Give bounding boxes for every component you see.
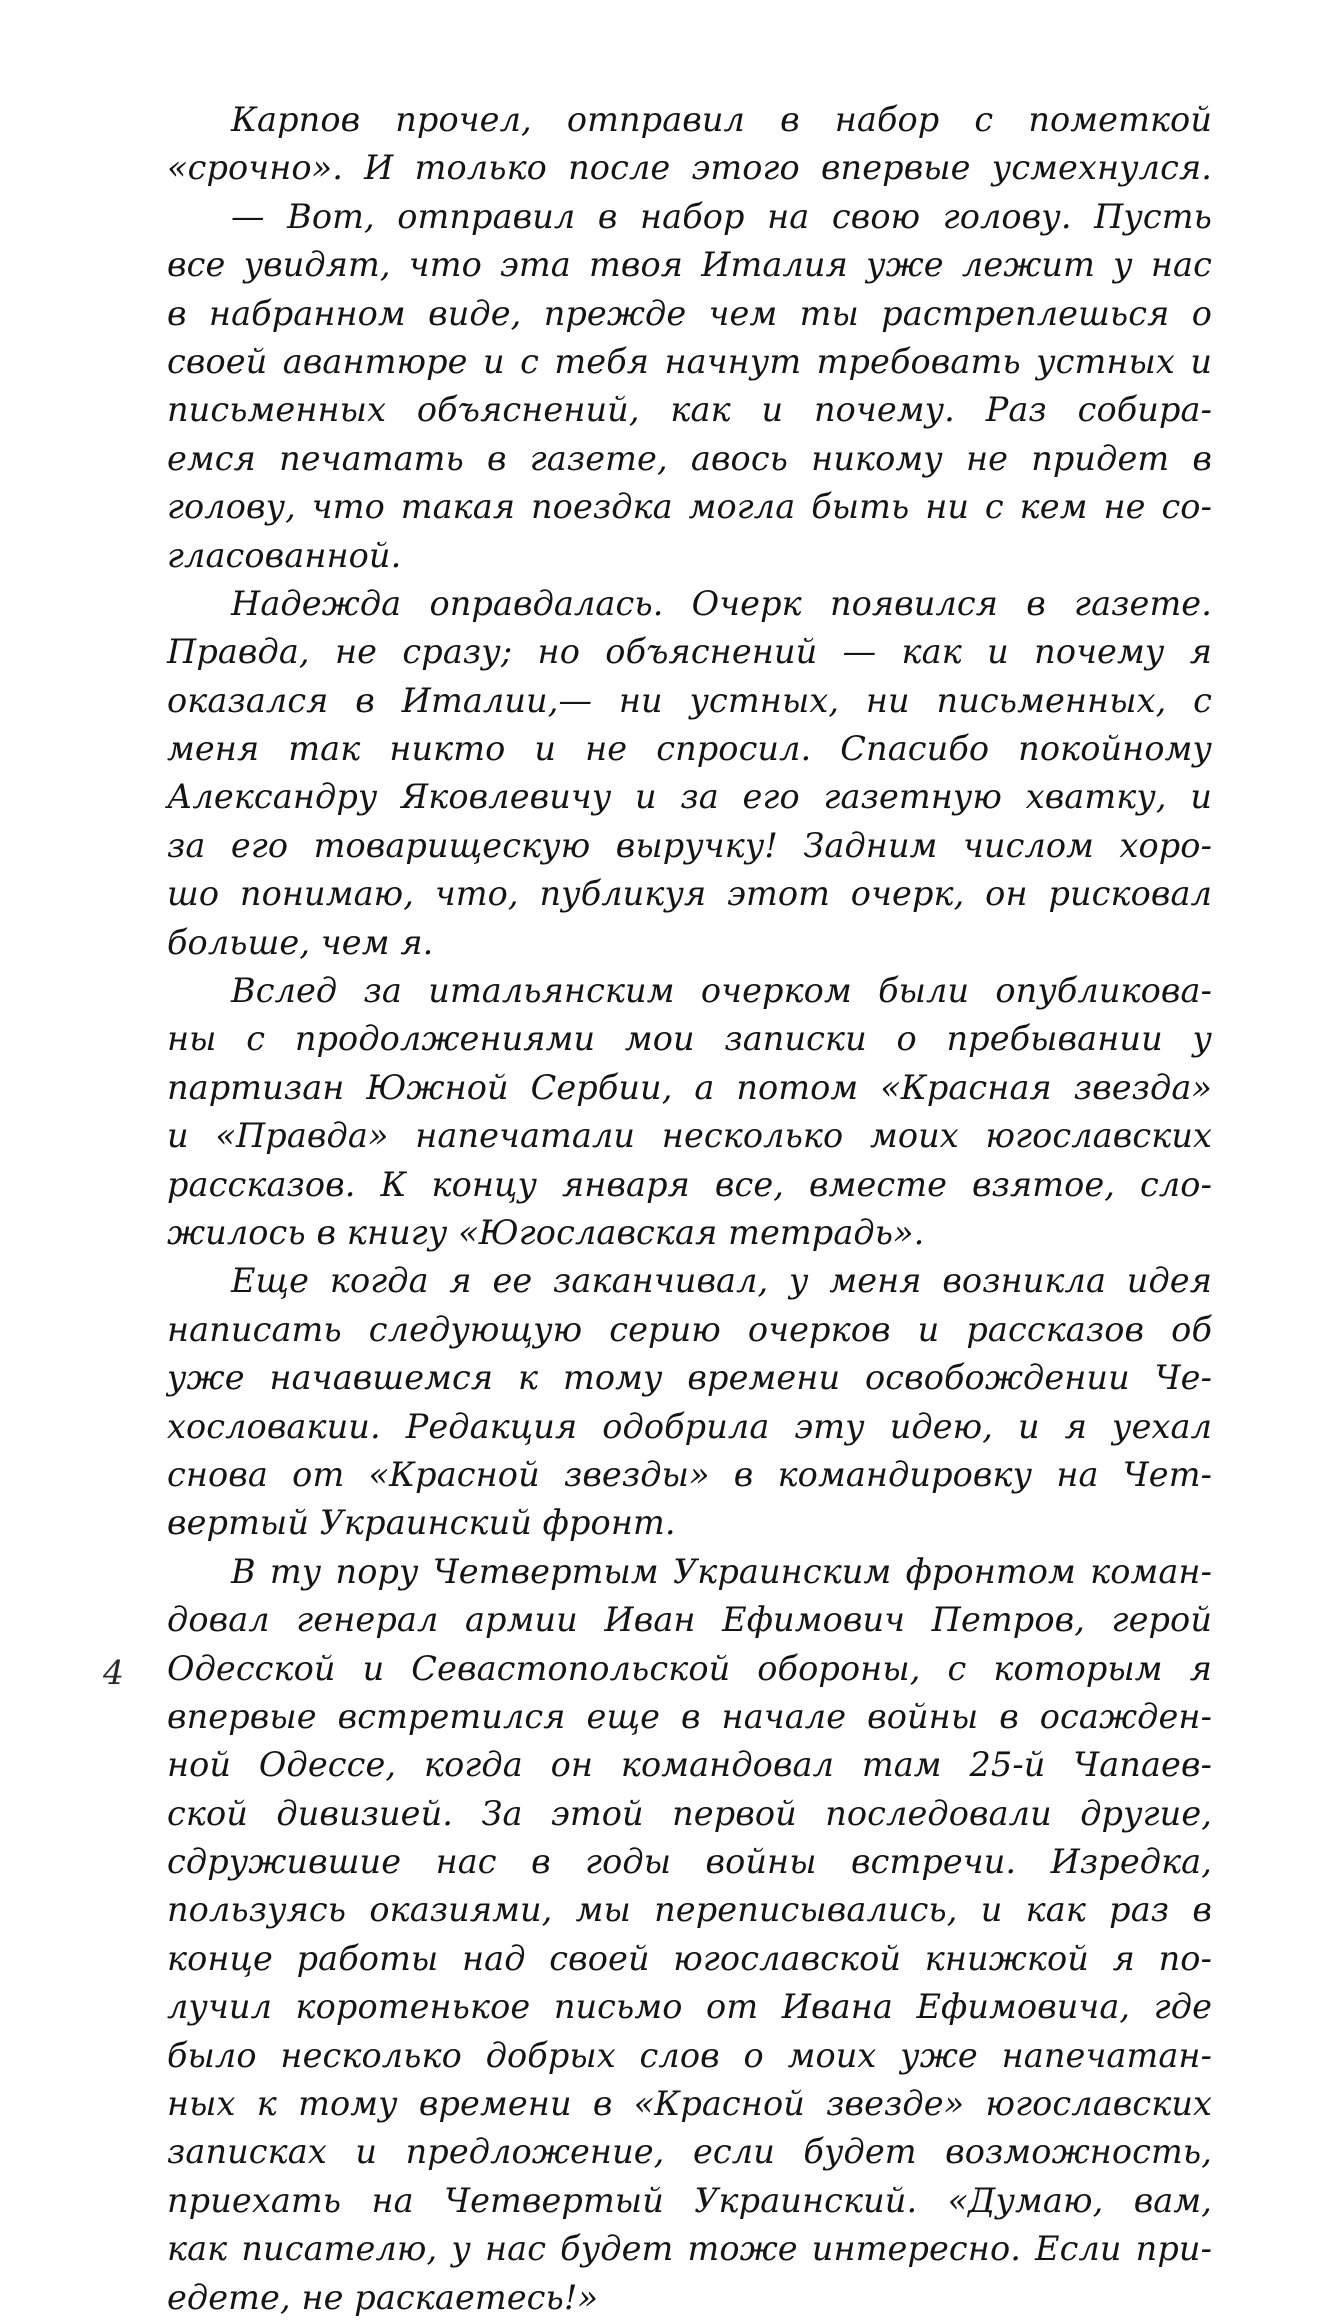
text-line: партизан Южной Сербии, а потом «Красная звезда» — [167, 1067, 1212, 1107]
text-line: довал генерал армии Иван Ефимович Петров, герой — [167, 1600, 1212, 1640]
text-line: хословакии. Редакция одобрила эту идею, и я уехал — [167, 1406, 1212, 1446]
text-line: письменных объяснений, как и почему. Раз собира- — [167, 390, 1212, 430]
text-line: снова от «Красной звезды» в командировку на Чет- — [167, 1454, 1212, 1494]
text-line: оказался в Италии,— ни устных, ни письменных, с — [167, 680, 1212, 720]
text-line: ской дивизией. За этой первой последовали другие, — [167, 1793, 1212, 1833]
text-line: больше, чем я. — [167, 922, 434, 962]
text-line: ны с продолжениями мои записки о пребывании у — [167, 1019, 1212, 1059]
text-line: было несколько добрых слов о моих уже напечатан- — [167, 2035, 1212, 2075]
page-number: 4 — [103, 1653, 124, 1692]
text-line: ных к тому времени в «Красной звезде» югославских — [167, 2084, 1212, 2124]
text-line: приехать на Четвертый Украинский. «Думаю, вам, — [167, 2180, 1212, 2220]
text-line: Александру Яковлевичу и за его газетную хватку, и — [167, 777, 1212, 817]
text-line: и «Правда» напечатали несколько моих югославских — [167, 1116, 1212, 1156]
text-line: пользуясь оказиями, мы переписывались, и как раз в — [167, 1890, 1212, 1930]
text-line: ной Одессе, когда он командовал там 25-й Чапаев- — [167, 1745, 1212, 1785]
text-line: своей авантюре и с тебя начнут требовать устных и — [167, 341, 1212, 381]
text-line: В ту пору Четвертым Украинским фронтом коман- — [231, 1551, 1212, 1591]
text-line: как писателю, у нас будет тоже интересно. Если при- — [167, 2229, 1212, 2269]
text-line: впервые встретился еще в начале войны в осажден- — [167, 1696, 1212, 1736]
text-line: Карпов прочел, отправил в набор с пометкой — [231, 100, 1212, 139]
text-line: лучил коротенькое письмо от Ивана Ефимовича, где — [167, 1987, 1212, 2027]
text-line: в набранном виде, прежде чем ты растреплешься о — [167, 293, 1212, 333]
text-line: «срочно». И только после этого впервые усмехнулся. — [167, 148, 1212, 188]
text-line: емся печатать в газете, авось никому не придет в — [167, 438, 1212, 478]
text-line: Одесской и Севастопольской обороны, с которым я — [167, 1648, 1212, 1688]
text-line: вертый Украинский фронт. — [167, 1503, 676, 1543]
text-line: — Вот, отправил в набор на свою голову. Пусть — [231, 196, 1212, 236]
body-text — [167, 96, 1212, 2322]
text-line: сдружившие нас в годы войны встречи. Изредка, — [167, 1842, 1212, 1882]
text-line: за его товарищескую выручку! Задним числом хоро- — [167, 825, 1212, 865]
text-line: Правда, не сразу; но объяснений — как и почему я — [167, 632, 1212, 672]
text-line: конце работы над своей югославской книжкой я по- — [167, 1938, 1212, 1978]
text-line: меня так никто и не спросил. Спасибо покойному — [167, 729, 1212, 769]
text-line: Вслед за итальянским очерком были опубликова- — [231, 971, 1212, 1011]
text-line: все увидят, что эта твоя Италия уже лежит у нас — [167, 245, 1212, 285]
text-line: шо понимаю, что, публикуя этот очерк, он рисковал — [167, 874, 1212, 914]
text-line: рассказов. К концу января все, вместе взятое, сло- — [167, 1164, 1212, 1204]
text-line: едете, не раскаетесь!» — [167, 2277, 599, 2317]
text-line: гласованной. — [167, 535, 402, 575]
text-line: написать следующую серию очерков и рассказов об — [167, 1309, 1212, 1349]
text-line: Надежда оправдалась. Очерк появился в газете. — [231, 583, 1212, 623]
text-line: Еще когда я ее заканчивал, у меня возникла идея — [231, 1261, 1212, 1301]
text-line: уже начавшемся к тому времени освобождении Че- — [167, 1358, 1212, 1398]
text-line: голову, что такая поездка могла быть ни с кем не со- — [167, 487, 1212, 527]
text-line: жилось в книгу «Югославская тетрадь». — [167, 1212, 925, 1252]
text-line: записках и предложение, если будет возможность, — [167, 2132, 1212, 2172]
